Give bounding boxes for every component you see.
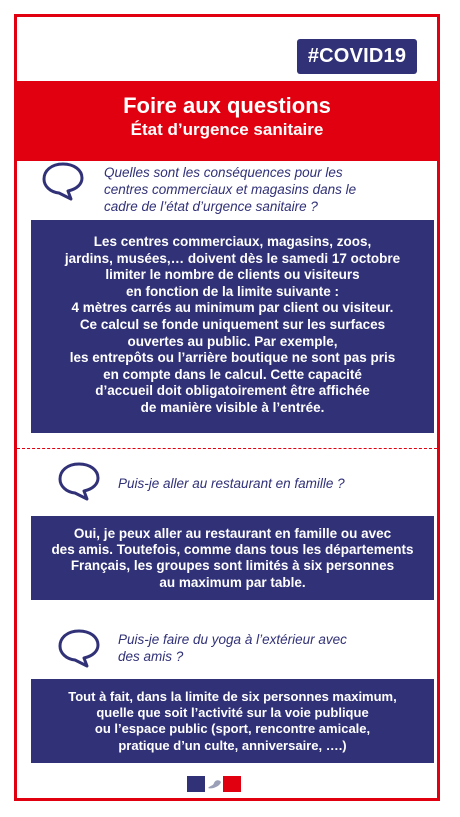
answer-line: les entrepôts ou l’arrière boutique ne sont pas pris [69,350,396,366]
answer-line: quelle que soit l’activité sur la voie publique [96,705,369,721]
section-divider [17,448,437,449]
speech-bubble-icon [41,160,85,202]
speech-bubble-icon [57,460,101,502]
question-line: centres commerciaux et magasins dans le [104,182,357,197]
question-line: Puis-je faire du yoga à l’extérieur avec [118,632,347,647]
faq-answer-3 [31,679,434,763]
faq-answer-2 [31,516,434,600]
faq-answer-1 [31,220,434,433]
answer-line: au maximum par table. [159,574,306,590]
title-banner [17,81,437,161]
answer-line: pratique d’un culte, anniversaire, ….) [118,737,347,753]
answer-line: Ce calcul se fonde uniquement sur les surfaces [79,316,386,332]
answer-line: en fonction de la limite suivante : [125,283,340,299]
answer-line: d’accueil doit obligatoirement être affichée [95,383,370,399]
faq-question-3 [118,631,418,665]
question-line: Quelles sont les conséquences pour les [104,165,343,180]
answer-line: Tout à fait, dans la limite de six personnes maximum, [68,689,397,704]
marianne-flag-logo [187,776,241,792]
question-line: Puis-je aller au restaurant en famille ? [118,476,345,491]
question-line: cadre de l’état d’urgence sanitaire ? [104,199,318,214]
faq-question-2 [118,475,418,492]
answer-line: jardins, musées,… doivent dès le samedi 17 octobre [64,250,401,266]
infographic-frame [14,14,440,801]
page-subtitle: État d’urgence sanitaire [130,120,324,139]
answer-line: ou l’espace public (sport, rencontre amicale, [94,721,371,737]
page-title: Foire aux questions [123,93,331,118]
answer-line: Les centres commerciaux, magasins, zoos, [93,234,372,249]
answer-line: des amis. Toutefois, comme dans tous les départements [51,542,414,558]
covid19-hashtag-badge: #COVID19 [297,39,417,74]
answer-line: Français, les groupes sont limités à six personnes [70,558,395,574]
faq-question-1 [104,164,424,215]
answer-line: limiter le nombre de clients ou visiteurs [105,267,360,283]
answer-line: de manière visible à l’entrée. [140,399,325,415]
question-line: des amis ? [118,649,184,664]
answer-line: ouvertes au public. Par exemple, [127,333,338,349]
answer-line: en compte dans le calcul. Cette capacité [103,366,362,382]
answer-line: Oui, je peux aller au restaurant en famille ou avec [73,526,392,541]
answer-line: 4 mètres carrés au minimum par client ou visiteur. [71,300,394,316]
speech-bubble-icon [57,627,101,669]
